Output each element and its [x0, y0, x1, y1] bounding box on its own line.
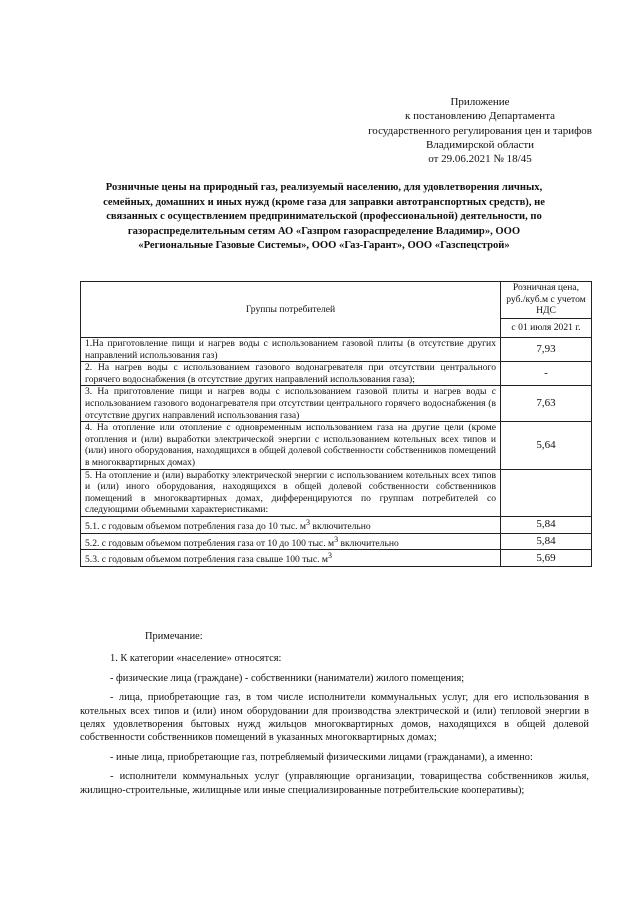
price-cell: 5,69	[501, 550, 592, 567]
header-consumer-groups: Группы потребителей	[81, 282, 501, 338]
group-cell: 2. На нагрев воды с использованием газового водонагревателя при отсутствии центрального горячего водоснабжения (в отсутствие других направлений использования газа);	[81, 362, 501, 386]
appendix-header	[330, 95, 630, 166]
group-cell: 5. На отопление и (или) выработку электрической энергии с использованием котельных всех типов и (или) иного оборудования, находящихся в общей долевой собственности собственников помещений в многоквартирных домах, дифференцируются по группам потребителей со следующими объемными характеристиками:	[81, 469, 501, 516]
appendix-label: Приложение	[450, 96, 510, 108]
group-cell: 5.3. с годовым объемом потребления газа свыше 100 тыс. $м^3$	[81, 550, 501, 567]
price-table	[80, 281, 592, 567]
header-effective-date: с 01 июля 2021 г.	[501, 319, 592, 338]
notes-heading: Примечание:	[145, 631, 203, 642]
appendix-date-number: от 29.06.2021 № 18/45	[428, 153, 532, 166]
group-cell: 5.1. с годовым объемом потребления газа до 10 тыс. $м^3$ включительно	[81, 516, 501, 533]
note-item: - физические лица (граждане) - собственники (наниматели) жилого помещения;	[110, 672, 465, 684]
note-item: 1. К категории «население» относятся:	[110, 653, 282, 665]
table-row	[81, 422, 592, 469]
table-row	[81, 469, 592, 516]
document-title: Розничные цены на природный газ, реализуемый населению, для удовлетворения личных, семейных, домашних и иных нужд (кроме газа для заправки автотранспортных средств), не связанных с осуществлением предпринимательской (профессиональной) деятельности, по газораспределительным сетям АО «Газпром газораспределение Владимир», ООО «Региональные Газовые Системы», ООО «Газ-Гарант», ООО «Газспецстрой»	[103, 182, 545, 252]
table-row	[81, 386, 592, 422]
group-cell: 4. На отопление или отопление с одновременным использованием газа на другие цели (кроме отопления и (или) выработки электрической энергии с использованием котельных всех типов и (или) иного оборудования, находящихся в общей долевой собственности собственников помещений в многоквартирных домах)	[81, 422, 501, 469]
note-item: - исполнители коммунальных услуг (управляющие организации, товарищества собственников жилья, жилищно-строительные, жилищные или иные специализированные потребительские кооперативы);	[80, 771, 589, 796]
table-row	[81, 550, 592, 567]
price-cell: -	[501, 362, 592, 386]
header-retail-price: Розничная цена, руб./куб.м с учетом НДС	[501, 282, 592, 319]
group-cell: 5.2. с годовым объемом потребления газа от 10 до 100 тыс. $м^3$ включительно	[81, 533, 501, 550]
price-cell	[501, 469, 592, 516]
price-cell: 7,63	[501, 386, 592, 422]
price-cell: 5,84	[501, 516, 592, 533]
note-item: - иные лица, приобретающие газ, потребляемый физическими лицами (гражданами), а именно:	[110, 751, 533, 763]
table-row	[81, 362, 592, 386]
note-item: - лица, приобретающие газ, в том числе исполнители коммунальных услуг, для его использования в котельных всех типов и (или) ином оборудовании для производства электрической и (или) тепловой энергии в целях удовлетворения бытовых нужд жильцов многоквартирных домов, находящихся в общей долевой собственности собственников помещений в указанных многоквартирных домах;	[80, 692, 589, 744]
group-cell: 3. На приготовление пищи и нагрев воды с использованием газовой плиты и нагрев воды с использованием газового водонагревателя при отсутствии центрального горячего водоснабжения (в отсутствие других направлений использования газа)	[81, 386, 501, 422]
table-row	[81, 516, 592, 533]
group-cell: 1.На приготовление пищи и нагрев воды с использованием газовой плиты (в отсутствие других направлений использования газ)	[81, 338, 501, 362]
price-cell: 5,64	[501, 422, 592, 469]
appendix-resolution: к постановлению Департамента	[404, 110, 556, 123]
price-cell: 5,84	[501, 533, 592, 550]
price-cell: 7,93	[501, 338, 592, 362]
notes-section	[80, 630, 589, 803]
appendix-region: Владимирской области	[425, 138, 535, 151]
table-row	[81, 338, 592, 362]
table-header-row	[81, 282, 592, 319]
appendix-department: государственного регулирования цен и тарифов	[368, 124, 592, 137]
table-row	[81, 533, 592, 550]
